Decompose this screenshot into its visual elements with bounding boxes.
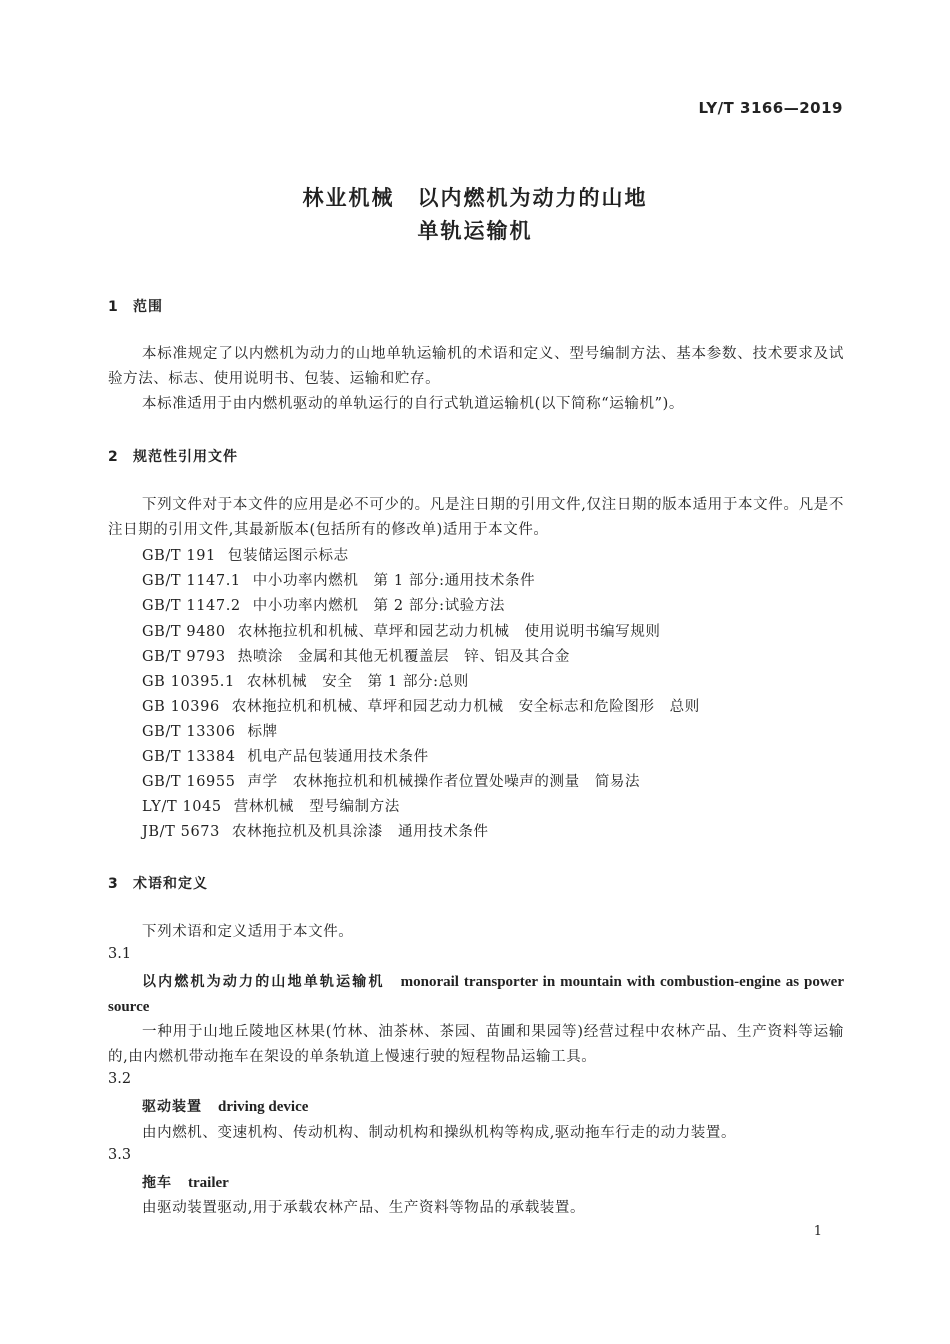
term-chinese: 以内燃机为动力的山地单轨运输机 (142, 974, 385, 990)
reference-code: GB 10396 (142, 699, 220, 715)
document-title-line2: 单轨运输机 (417, 219, 533, 243)
reference-item (142, 645, 570, 666)
term-number: 3.1 (108, 946, 132, 962)
reference-code: GB/T 13306 (142, 724, 236, 740)
term-chinese: 拖车 (142, 1175, 172, 1191)
term-definition: 由内燃机、变速机构、传动机构、制动机构和操纵机构等构成,驱动拖车行走的动力装置。 (142, 1125, 737, 1141)
term-number: 3.3 (108, 1147, 132, 1163)
section-title: 范围 (133, 299, 163, 315)
term-chinese: 驱动装置 (142, 1099, 202, 1115)
section-number: 3 (108, 876, 119, 892)
reference-item (142, 569, 535, 590)
reference-item (142, 594, 505, 615)
term-heading (108, 1095, 844, 1120)
reference-title: 声学 农林拖拉机和机械操作者位置处噪声的测量 简易法 (247, 774, 641, 790)
reference-item (142, 745, 429, 766)
reference-title: 中小功率内燃机 第 2 部分:试验方法 (252, 598, 505, 614)
page-number: 1 (813, 1224, 822, 1239)
reference-title: 机电产品包装通用技术条件 (247, 749, 429, 765)
reference-item (142, 795, 400, 816)
reference-code: GB/T 1147.1 (142, 573, 241, 589)
reference-item (142, 770, 640, 791)
term-definition: 由驱动装置驱动,用于承载农林产品、生产资料等物品的承载装置。 (142, 1200, 586, 1216)
reference-title: 热喷涂 金属和其他无机覆盖层 锌、铝及其合金 (237, 649, 570, 665)
section-heading-terms-definitions (108, 873, 208, 893)
term-definition: 一种用于山地丘陵地区林果(竹林、油茶林、茶园、苗圃和果园等)经营过程中农林产品、生产资料等运输的,由内燃机带动拖车在架设的单条轨道上慢速行驶的短程物品运输工具。 (108, 1024, 844, 1065)
reference-item (142, 720, 278, 741)
reference-title: 包装储运图示标志 (227, 548, 349, 564)
reference-code: GB/T 16955 (142, 774, 236, 790)
section-heading-normative-references (108, 446, 238, 466)
reference-title: 农林机械 安全 第 1 部分:总则 (246, 674, 469, 690)
section-number: 2 (108, 449, 119, 465)
scope-paragraph-2: 本标准适用于由内燃机驱动的单轨运行的自行式轨道运输机(以下简称“运输机”)。 (142, 396, 684, 412)
term-english: monorail transporter in mountain with combustion-engine as power source (108, 974, 845, 1015)
reference-title: 标牌 (247, 724, 278, 740)
reference-item (142, 670, 469, 691)
reference-item (142, 820, 489, 841)
reference-code: JB/T 5673 (142, 824, 220, 840)
reference-item (142, 695, 700, 716)
term-english: trailer (188, 1175, 229, 1191)
reference-code: GB/T 1147.2 (142, 598, 241, 614)
standard-code: LY/T 3166—2019 (698, 99, 843, 117)
term-heading (108, 1171, 844, 1196)
section-title: 术语和定义 (133, 876, 208, 892)
term-english: driving device (218, 1099, 309, 1115)
reference-item (142, 544, 349, 565)
term-number: 3.2 (108, 1071, 132, 1087)
term-heading (108, 970, 844, 1020)
reference-code: GB/T 13384 (142, 749, 236, 765)
section-heading-scope (108, 296, 163, 316)
reference-code: GB/T 9793 (142, 649, 226, 665)
reference-code: GB/T 191 (142, 548, 216, 564)
reference-title: 营林机械 型号编制方法 (233, 799, 400, 815)
reference-title: 农林拖拉机和机械、草坪和园艺动力机械 使用说明书编写规则 (237, 624, 661, 640)
section-number: 1 (108, 299, 119, 315)
reference-title: 农林拖拉机和机械、草坪和园艺动力机械 安全标志和危险图形 总则 (231, 699, 700, 715)
scope-paragraph-1: 本标准规定了以内燃机为动力的山地单轨运输机的术语和定义、型号编制方法、基本参数、技术要求及试验方法、标志、使用说明书、包装、运输和贮存。 (108, 346, 844, 387)
document-title-line1: 林业机械 以内燃机为动力的山地 (302, 186, 648, 210)
reference-title: 中小功率内燃机 第 1 部分:通用技术条件 (252, 573, 536, 589)
section-title: 规范性引用文件 (133, 449, 238, 465)
reference-code: LY/T 1045 (142, 799, 222, 815)
reference-title: 农林拖拉机及机具涂漆 通用技术条件 (231, 824, 489, 840)
terms-intro-paragraph: 下列术语和定义适用于本文件。 (142, 924, 354, 940)
reference-code: GB 10395.1 (142, 674, 235, 690)
reference-item (142, 620, 661, 641)
reference-code: GB/T 9480 (142, 624, 226, 640)
references-intro-paragraph: 下列文件对于本文件的应用是必不可少的。凡是注日期的引用文件,仅注日期的版本适用于本文件。凡是不注日期的引用文件,其最新版本(包括所有的修改单)适用于本文件。 (108, 497, 844, 538)
